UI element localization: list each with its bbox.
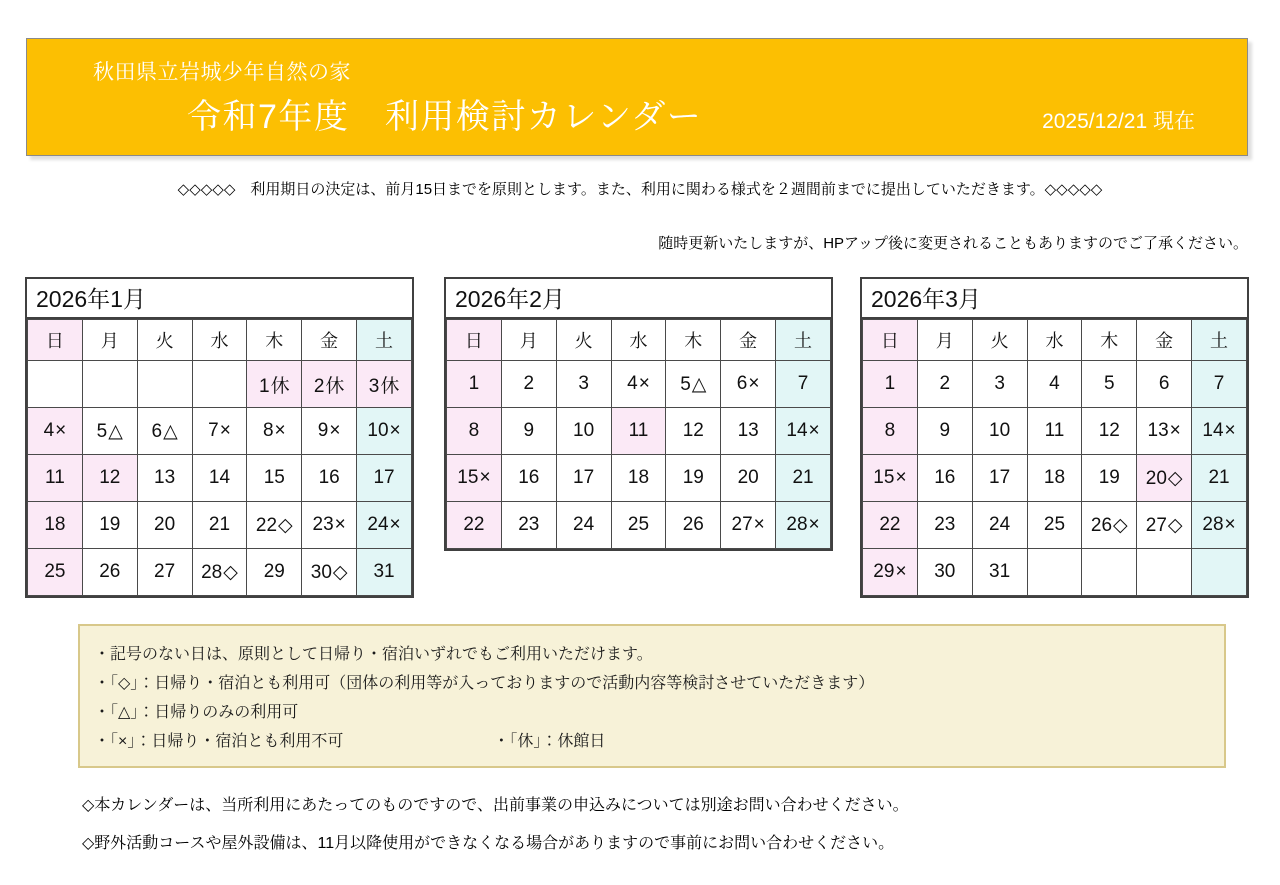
calendar-day-cell[interactable] (137, 408, 192, 455)
calendar-day-cell[interactable] (863, 408, 918, 455)
weekday-header-4: 木 (247, 320, 302, 361)
day-number: 12 (1098, 420, 1120, 441)
day-number: 5 (96, 420, 108, 442)
calendar-day-cell[interactable] (302, 455, 357, 502)
calendar-empty-cell (28, 361, 83, 408)
calendar-day-cell[interactable] (357, 549, 412, 596)
day-number: 9 (939, 420, 951, 441)
calendar-day-cell[interactable] (611, 408, 666, 455)
availability-mark-icon: 休 (380, 375, 400, 397)
calendar-day-cell[interactable] (501, 408, 556, 455)
calendar-day-cell[interactable] (447, 455, 502, 502)
calendar-day-cell[interactable] (776, 502, 831, 549)
weekday-header-3: 水 (611, 320, 666, 361)
legend-text: ・「△」：日帰りのみの利用可 (94, 704, 299, 721)
calendar-week-row (447, 408, 831, 455)
legend-text: ・「×」：日帰り・宿泊とも利用不可 (94, 733, 344, 750)
as-of-date: 2025/12/21 現在 (1042, 110, 1195, 133)
calendar-day-cell[interactable] (192, 455, 247, 502)
footer-note-delivery-program: ◇本カレンダーは、当所利用にあたってのものですので、出前事業の申込みについては別途お問い合わせください。 (82, 797, 909, 814)
weekday-header-0: 日 (28, 320, 83, 361)
calendar-day-cell[interactable] (666, 361, 721, 408)
day-number: 19 (99, 514, 121, 535)
availability-mark-icon: △ (108, 420, 123, 442)
footer-note-outdoor-facilities: ◇野外活動コースや屋外設備は、11月以降使用ができなくなる場合がありますので事前にお問い合わせください。 (82, 835, 895, 852)
calendar-day-cell[interactable] (137, 455, 192, 502)
calendar-week-row (863, 502, 1247, 549)
calendar-day-cell[interactable] (82, 502, 137, 549)
day-number: 30 (310, 561, 332, 583)
day-number: 20 (1145, 467, 1167, 489)
day-number: 6 (151, 420, 163, 442)
weekday-header-2: 火 (972, 320, 1027, 361)
calendar-day-cell[interactable] (917, 361, 972, 408)
calendar-day-cell[interactable] (501, 361, 556, 408)
calendar-week-row (28, 502, 412, 549)
weekday-header-5: 金 (302, 320, 357, 361)
day-number: 20 (737, 467, 759, 488)
calendar-day-cell[interactable] (302, 549, 357, 596)
availability-mark-icon: × (55, 420, 67, 441)
day-number: 22 (255, 514, 278, 536)
availability-mark-icon: 休 (270, 375, 290, 397)
calendar-day-cell[interactable] (863, 549, 918, 596)
calendar-day-cell[interactable] (776, 455, 831, 502)
day-number: 23 (312, 514, 334, 535)
day-number: 26 (1090, 514, 1113, 536)
calendar-day-cell[interactable] (447, 408, 502, 455)
organization-name: 秋田県立岩城少年自然の家 (93, 61, 351, 84)
day-number: 31 (373, 561, 395, 582)
weekday-header-row (863, 320, 1247, 361)
calendar-day-cell[interactable] (863, 455, 918, 502)
day-number: 11 (1044, 420, 1065, 441)
availability-mark-icon: × (753, 514, 765, 535)
day-number: 10 (573, 420, 595, 441)
availability-mark-icon: × (329, 420, 341, 441)
day-number: 30 (934, 561, 956, 582)
calendar-day-cell[interactable] (501, 502, 556, 549)
day-number: 5 (680, 373, 691, 395)
calendar-day-cell[interactable] (1027, 408, 1082, 455)
availability-mark-icon: × (748, 373, 760, 394)
day-number: 27 (731, 514, 753, 535)
day-number: 2 (939, 373, 951, 394)
header-banner (26, 38, 1248, 156)
calendar-day-cell[interactable] (721, 455, 776, 502)
day-number: 29 (873, 561, 895, 582)
day-number: 22 (879, 514, 901, 535)
calendar-week-row (863, 549, 1247, 596)
calendar-day-cell[interactable] (447, 361, 502, 408)
calendar-day-cell[interactable] (1082, 455, 1137, 502)
weekday-header-6: 土 (776, 320, 831, 361)
calendar-day-cell[interactable] (972, 408, 1027, 455)
day-number: 2 (523, 373, 535, 394)
calendar-day-cell[interactable] (721, 502, 776, 549)
weekday-header-2: 火 (556, 320, 611, 361)
day-number: 3 (578, 373, 589, 394)
availability-mark-icon: × (808, 420, 820, 441)
day-number: 16 (934, 467, 956, 488)
day-number: 15 (457, 467, 479, 488)
day-number: 1 (884, 373, 896, 394)
calendar-day-cell[interactable] (247, 502, 302, 549)
day-number: 21 (1208, 467, 1230, 488)
day-number: 16 (318, 467, 340, 488)
availability-mark-icon: 休 (325, 375, 345, 397)
calendar-week-row (447, 361, 831, 408)
day-number: 6 (1158, 373, 1170, 394)
day-number: 20 (154, 514, 176, 535)
calendar-day-cell[interactable] (82, 455, 137, 502)
day-number: 18 (627, 467, 650, 488)
day-number: 17 (373, 467, 395, 488)
day-number: 8 (262, 420, 274, 441)
day-number: 14 (208, 467, 231, 488)
calendar-day-cell[interactable] (28, 455, 83, 502)
legend-text: ・記号のない日は、原則として日帰り・宿泊いずれでもご利用いただけます。 (94, 646, 653, 663)
day-number: 24 (367, 514, 389, 535)
day-number: 26 (99, 561, 121, 582)
legend-text-secondary: ・「休」：休館日 (493, 733, 606, 750)
availability-mark-icon: × (1224, 514, 1236, 535)
day-number: 24 (573, 514, 595, 535)
calendar-day-cell[interactable] (1082, 502, 1137, 549)
calendar-day-cell[interactable] (192, 549, 247, 596)
calendar-day-cell[interactable] (863, 502, 918, 549)
legend-line-2 (94, 698, 1224, 727)
availability-mark-icon: × (219, 420, 231, 441)
calendar-day-cell[interactable] (1027, 361, 1082, 408)
calendar-day-cell[interactable] (556, 408, 611, 455)
day-number: 1 (259, 375, 270, 397)
calendar-day-cell[interactable] (556, 502, 611, 549)
day-number: 10 (989, 420, 1011, 441)
day-number: 28 (1202, 514, 1224, 535)
notice-reservation-deadline: ◇◇◇◇◇ 利用期日の決定は、前月15日までを原則とします。また、利用に関わる様式を２週間前までに提出していただきます。◇◇◇◇◇ (177, 181, 1103, 198)
calendar-day-cell[interactable] (721, 408, 776, 455)
availability-mark-icon: × (389, 514, 401, 535)
day-number: 4 (627, 373, 638, 394)
calendar-grid (862, 319, 1247, 596)
day-number: 18 (44, 514, 66, 535)
calendar-day-cell[interactable] (1082, 408, 1137, 455)
day-number: 10 (367, 420, 389, 441)
weekday-header-4: 木 (666, 320, 721, 361)
calendar-empty-cell (1137, 549, 1192, 596)
day-number: 25 (44, 561, 66, 582)
weekday-header-0: 日 (447, 320, 502, 361)
calendar-week-row (28, 361, 412, 408)
calendar-day-cell[interactable] (247, 455, 302, 502)
availability-mark-icon: × (274, 420, 286, 441)
weekday-header-1: 月 (501, 320, 556, 361)
day-number: 15 (873, 467, 895, 488)
calendar-day-cell[interactable] (556, 455, 611, 502)
day-number: 2 (313, 375, 325, 397)
calendar-day-cell[interactable] (666, 455, 721, 502)
weekday-header-3: 水 (192, 320, 247, 361)
day-number: 14 (786, 420, 808, 441)
calendar-day-cell[interactable] (1137, 455, 1192, 502)
day-number: 18 (1043, 467, 1066, 488)
calendar-day-cell[interactable] (972, 502, 1027, 549)
calendar-day-cell[interactable] (1027, 502, 1082, 549)
day-number: 27 (154, 561, 176, 582)
day-number: 13 (1147, 420, 1169, 441)
availability-mark-icon: ◇ (278, 514, 293, 536)
day-number: 8 (884, 420, 896, 441)
day-number: 9 (523, 420, 535, 441)
availability-mark-icon: × (1224, 420, 1236, 441)
day-number: 12 (682, 420, 704, 441)
calendar-week-row (863, 408, 1247, 455)
day-number: 26 (682, 514, 704, 535)
calendar-day-cell[interactable] (1137, 502, 1192, 549)
calendar-week-row (28, 455, 412, 502)
day-number: 23 (518, 514, 540, 535)
availability-mark-icon: ◇ (223, 561, 238, 583)
calendar-day-cell[interactable] (302, 502, 357, 549)
weekday-header-6: 土 (357, 320, 412, 361)
calendar-week-row (447, 455, 831, 502)
weekday-header-2: 火 (137, 320, 192, 361)
calendar-day-cell[interactable] (137, 502, 192, 549)
calendar-day-cell[interactable] (82, 549, 137, 596)
day-number: 13 (154, 467, 176, 488)
calendar-month-2 (444, 277, 833, 551)
weekday-header-row (28, 320, 412, 361)
availability-mark-icon: × (638, 373, 650, 394)
calendar-day-cell[interactable] (1082, 361, 1137, 408)
legend-text: ・「◇」：日帰り・宿泊とも利用可（団体の利用等が入っておりますので活動内容等検討させていただきます） (94, 675, 875, 692)
notice-update-disclaimer: 随時更新いたしますが、HPアップ後に変更されることもありますのでご了承ください。 (658, 235, 1248, 252)
day-number: 29 (263, 561, 285, 582)
calendar-day-cell[interactable] (82, 408, 137, 455)
legend-box (78, 624, 1226, 768)
weekday-header-4: 木 (1082, 320, 1137, 361)
calendar-day-cell[interactable] (247, 408, 302, 455)
calendar-day-cell[interactable] (917, 549, 972, 596)
weekday-header-1: 月 (82, 320, 137, 361)
calendar-day-cell[interactable] (28, 408, 83, 455)
day-number: 14 (1202, 420, 1224, 441)
calendar-day-cell[interactable] (776, 361, 831, 408)
availability-mark-icon: × (389, 420, 401, 441)
availability-mark-icon: △ (163, 420, 178, 442)
day-number: 5 (1104, 373, 1115, 394)
day-number: 8 (468, 420, 480, 441)
calendar-day-cell[interactable] (192, 502, 247, 549)
calendar-day-cell[interactable] (611, 361, 666, 408)
calendar-day-cell[interactable] (1192, 408, 1247, 455)
weekday-header-0: 日 (863, 320, 918, 361)
calendar-week-row (447, 502, 831, 549)
day-number: 1 (468, 373, 480, 394)
day-number: 13 (737, 420, 759, 441)
calendar-day-cell[interactable] (972, 455, 1027, 502)
availability-mark-icon: △ (691, 373, 707, 395)
day-number: 15 (263, 467, 285, 488)
calendar-day-cell[interactable] (302, 361, 357, 408)
availability-mark-icon: × (808, 514, 820, 535)
calendar-day-cell[interactable] (611, 502, 666, 549)
calendar-day-cell[interactable] (357, 455, 412, 502)
weekday-header-1: 月 (917, 320, 972, 361)
calendar-day-cell[interactable] (192, 408, 247, 455)
calendar-day-cell[interactable] (1192, 361, 1247, 408)
day-number: 24 (989, 514, 1011, 535)
weekday-header-5: 金 (721, 320, 776, 361)
day-number: 11 (628, 420, 649, 441)
day-number: 19 (1098, 467, 1120, 488)
availability-mark-icon: × (334, 514, 346, 535)
day-number: 11 (45, 467, 65, 488)
calendar-empty-cell (82, 361, 137, 408)
day-number: 12 (99, 467, 121, 488)
availability-mark-icon: ◇ (1167, 467, 1183, 489)
calendar-day-cell[interactable] (447, 502, 502, 549)
calendar-month-3 (860, 277, 1249, 598)
calendar-month-1 (25, 277, 414, 598)
calendar-day-cell[interactable] (721, 361, 776, 408)
calendar-title: 2026年1月 (27, 279, 412, 319)
calendar-day-cell[interactable] (1192, 455, 1247, 502)
day-number: 16 (518, 467, 540, 488)
legend-line-0 (94, 640, 1224, 669)
day-number: 7 (1213, 373, 1225, 394)
legend-line-3 (94, 727, 1224, 756)
calendar-day-cell[interactable] (28, 549, 83, 596)
calendar-empty-cell (1027, 549, 1082, 596)
availability-mark-icon: ◇ (332, 561, 348, 583)
calendar-day-cell[interactable] (863, 361, 918, 408)
calendar-title: 2026年3月 (862, 279, 1247, 319)
day-number: 19 (682, 467, 704, 488)
calendar-day-cell[interactable] (972, 549, 1027, 596)
page-title: 令和7年度 利用検討カレンダー (187, 98, 703, 136)
calendar-empty-cell (1082, 549, 1137, 596)
calendar-day-cell[interactable] (666, 408, 721, 455)
calendar-day-cell[interactable] (1137, 361, 1192, 408)
calendar-day-cell[interactable] (247, 549, 302, 596)
day-number: 23 (934, 514, 956, 535)
day-number: 7 (797, 373, 809, 394)
calendar-day-cell[interactable] (28, 502, 83, 549)
weekday-header-5: 金 (1137, 320, 1192, 361)
availability-mark-icon: × (479, 467, 491, 488)
calendar-empty-cell (192, 361, 247, 408)
calendar-week-row (28, 549, 412, 596)
availability-mark-icon: × (1169, 420, 1181, 441)
calendar-day-cell[interactable] (501, 455, 556, 502)
calendar-empty-cell (137, 361, 192, 408)
calendar-day-cell[interactable] (357, 361, 412, 408)
availability-mark-icon: × (895, 561, 907, 582)
weekday-header-row (447, 320, 831, 361)
weekday-header-6: 土 (1192, 320, 1247, 361)
day-number: 17 (989, 467, 1011, 488)
day-number: 17 (573, 467, 595, 488)
calendar-day-cell[interactable] (972, 361, 1027, 408)
availability-mark-icon: × (895, 467, 907, 488)
day-number: 7 (208, 420, 219, 441)
day-number: 28 (201, 561, 223, 583)
day-number: 28 (786, 514, 808, 535)
day-number: 25 (627, 514, 650, 535)
calendar-day-cell[interactable] (776, 408, 831, 455)
weekday-header-3: 水 (1027, 320, 1082, 361)
day-number: 21 (792, 467, 814, 488)
day-number: 4 (1049, 373, 1060, 394)
day-number: 3 (368, 375, 380, 397)
calendar-day-cell[interactable] (1137, 408, 1192, 455)
calendar-day-cell[interactable] (357, 502, 412, 549)
calendar-title: 2026年2月 (446, 279, 831, 319)
calendar-week-row (863, 361, 1247, 408)
day-number: 6 (736, 373, 748, 394)
calendar-week-row (863, 455, 1247, 502)
calendar-day-cell[interactable] (1027, 455, 1082, 502)
calendar-day-cell[interactable] (137, 549, 192, 596)
calendar-day-cell[interactable] (917, 455, 972, 502)
calendar-week-row (28, 408, 412, 455)
day-number: 25 (1043, 514, 1066, 535)
calendar-day-cell[interactable] (917, 502, 972, 549)
calendar-grid (446, 319, 831, 549)
day-number: 9 (317, 420, 329, 441)
day-number: 3 (994, 373, 1005, 394)
calendar-day-cell[interactable] (247, 361, 302, 408)
calendar-day-cell[interactable] (611, 455, 666, 502)
calendar-row (0, 277, 1280, 592)
day-number: 22 (463, 514, 485, 535)
availability-mark-icon: ◇ (1113, 514, 1128, 536)
availability-mark-icon: ◇ (1167, 514, 1183, 536)
calendar-day-cell[interactable] (357, 408, 412, 455)
day-number: 21 (208, 514, 231, 535)
calendar-day-cell[interactable] (666, 502, 721, 549)
calendar-day-cell[interactable] (1192, 502, 1247, 549)
calendar-empty-cell (1192, 549, 1247, 596)
calendar-day-cell[interactable] (917, 408, 972, 455)
day-number: 31 (989, 561, 1011, 582)
calendar-day-cell[interactable] (302, 408, 357, 455)
calendar-grid (27, 319, 412, 596)
day-number: 4 (43, 420, 55, 441)
legend-line-1 (94, 669, 1224, 698)
calendar-day-cell[interactable] (556, 361, 611, 408)
day-number: 27 (1145, 514, 1167, 536)
